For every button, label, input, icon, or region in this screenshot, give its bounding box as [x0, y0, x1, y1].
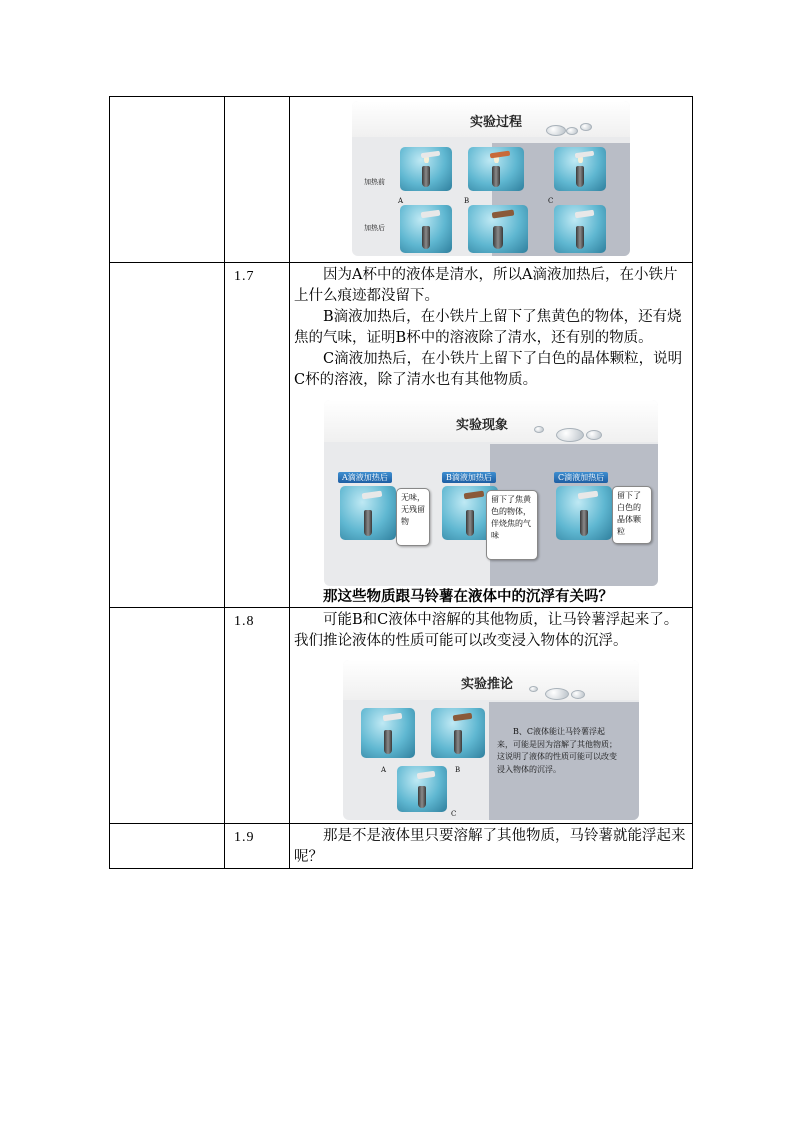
lesson-table [109, 96, 693, 869]
step-number-cell: 1.7 [225, 263, 290, 608]
note-b: 留下了焦黄色的物体，伴烧焦的气味 [486, 490, 538, 560]
bubble-decoration [586, 430, 602, 440]
inference-conclusion: B、C液体能让马铃薯浮起来，可能是因为溶解了其他物质；这说明了液体的性质可能可以改变浸入物体的沉浮。 [497, 727, 617, 774]
tag-c: C滴液加热后 [554, 472, 608, 483]
step-number-cell [225, 97, 290, 263]
slide-title: 实验现象 [456, 418, 509, 433]
table-row [110, 824, 693, 869]
slide-experiment-phenomenon [324, 400, 658, 586]
photo-b-inference [431, 708, 485, 758]
content-cell [290, 608, 693, 824]
slide-title: 实验过程 [470, 115, 523, 130]
step-number-cell: 1.9 [225, 824, 290, 869]
col-label-a: A [398, 197, 404, 205]
photo-c-result [556, 486, 612, 540]
photo-c-before [554, 147, 606, 191]
tag-a: A滴液加热后 [338, 472, 392, 483]
paragraph: 因为A杯中的液体是清水，所以A滴液加热后，在小铁片上什么痕迹都没留下。 [294, 267, 678, 304]
table-row [110, 97, 693, 263]
note-c: 留下了白色的晶体颗粒 [612, 486, 652, 544]
paragraph: B滴液加热后，在小铁片上留下了焦黄色的物体，还有烧焦的气味，证明B杯中的溶液除了清水，还有别的物质。 [294, 309, 682, 346]
bubble-decoration [566, 127, 578, 135]
empty-cell [110, 608, 225, 824]
paragraph: 可能B和C液体中溶解的其他物质，让马铃薯浮起来了。我们推论液体的性质可能可以改变浸入物体的沉浮。 [294, 612, 679, 649]
photo-b-before [468, 147, 524, 191]
bubble-decoration [529, 686, 538, 692]
col-label-c: C [548, 197, 554, 205]
content-cell [290, 824, 693, 869]
bubble-decoration [546, 125, 566, 136]
bubble-decoration [534, 426, 544, 433]
content-cell [290, 97, 693, 263]
table-row [110, 608, 693, 824]
photo-a-result [340, 486, 396, 540]
label-c: C [451, 810, 457, 818]
slide-title: 实验推论 [461, 677, 514, 692]
photo-a-after [400, 205, 452, 253]
paragraph: C滴液加热后，在小铁片上留下了白色的晶体颗粒，说明C杯的溶液，除了清水也有其他物质。 [294, 351, 683, 388]
bubble-decoration [556, 428, 584, 442]
empty-cell [110, 824, 225, 869]
note-a: 无味，无残留物 [396, 488, 430, 546]
photo-b-after [468, 205, 528, 253]
slide-experiment-inference [343, 660, 639, 820]
bubble-decoration [571, 690, 585, 699]
content-cell [290, 263, 693, 608]
empty-cell [110, 263, 225, 608]
photo-a-inference [361, 708, 415, 758]
question-text: 那这些物质跟马铃薯在液体中的沉浮有关吗？ [323, 589, 613, 605]
photo-c-inference [397, 766, 447, 812]
row-label-after: 加热后 [364, 224, 385, 232]
row-label-before: 加热前 [364, 178, 385, 186]
col-label-b: B [464, 197, 470, 205]
bubble-decoration [580, 123, 592, 131]
label-a: A [381, 766, 387, 774]
empty-cell [110, 97, 225, 263]
step-number-cell: 1.8 [225, 608, 290, 824]
bubble-decoration [545, 688, 569, 700]
table-row [110, 263, 693, 608]
photo-c-after [554, 205, 606, 253]
label-b: B [455, 766, 461, 774]
slide-experiment-process [352, 101, 630, 256]
photo-a-before [400, 147, 452, 191]
tag-b: B滴液加热后 [442, 472, 496, 483]
paragraph: 那是不是液体里只要溶解了其他物质，马铃薯就能浮起来呢？ [294, 828, 686, 865]
